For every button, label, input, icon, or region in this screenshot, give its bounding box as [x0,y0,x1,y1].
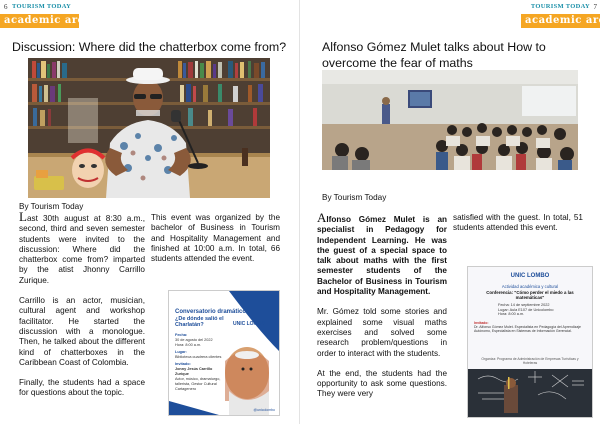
flyer-footer: @unicolombo [253,408,275,412]
brand-name: TOURISM TODAY [12,3,72,10]
paragraph-2: Mr. Gómez told some stories and explained some visual maths exercises and solved some research problem/questions in order to interact with the students. [317,307,447,358]
article-column-1 [317,210,447,410]
flyer-logo: UNIC LOMBO [233,321,266,327]
flyer-hora: Hora: 8:00 a.m. [498,312,525,317]
classroom-photo-illustration [322,70,578,170]
flyer-lugar: Biblioteca cuadrera clientes [175,355,222,359]
flyer-conference: Conferencia: "Cómo perder el miedo a las matemáticas" [486,290,574,300]
dropcap: A [317,210,327,225]
flyer-event-details [498,303,554,317]
section-tag: academic area [521,14,600,28]
flyer-invitado-label: Invitado: [474,321,489,325]
flyer-heading: Actividad académica y cultural [501,284,559,289]
article-title: Discussion: Where did the chatterbox come from? [12,40,287,54]
flyer-organizer: Organiza: Programa de Administración de Empresas Turísticas y Hoteleras [481,357,579,365]
article-column-2 [151,213,280,274]
left-page [0,0,300,424]
paragraph-3: At the end, the students had the opportunity to ask some questions. They were very [317,368,447,399]
flyer-lugar: Lugar: Aula E107 de Unicolombo [498,307,554,312]
flyer-subtitle: ¿De dónde salió el Charlatán? [175,316,224,328]
byline: By Tourism Today [19,202,84,211]
flyer-title: Conversatorio dramático: [175,309,249,315]
paragraph-3: Finally, the students had a space for questions about the topic. [19,378,145,398]
flyer-invitado-desc: Dr. Alfonso Gómez Mulet. Especialista en Pedagogía del Aprendizaje Autónomo, Especialista en Sistemas de Información Gerencial. [474,325,582,334]
classroom-photo [322,70,578,170]
article-title: Alfonso Gómez Mulet talks about How to overcome the fear of maths [322,40,546,70]
event-flyer [467,266,593,418]
byline: By Tourism Today [322,193,387,202]
brand-name: TOURISM TODAY [530,3,590,10]
flyer-fecha: Fecha: 14 de septiembre 2022 [498,303,550,307]
flyer-details [175,333,225,392]
paragraph-4: This event was organized by the bachelor of Business in Tourism and Hospitality Management and finished at 10:00 a.m. In total, 66 students attended the event. [151,213,280,264]
flyer-logo: UNIC LOMBO [510,273,550,279]
page-number: 7 [593,3,597,11]
event-flyer [168,290,280,416]
flyer-hora: Hora: 8:00 a.m. [175,343,202,347]
flyer-fecha: 30 de agosto del 2022 [175,338,213,342]
speaker-photo-illustration [28,58,270,198]
article-column-1 [19,209,145,409]
flyer-lugar-label: Lugar: [175,350,187,354]
flyer-invitado-name: Jonny Jesús Carrillo Zurique [175,367,213,376]
dropcap: L [19,209,27,224]
page-number: 6 [4,3,8,11]
paragraph-2: Carrillo is an actor, musician, cultural agent and workshop facilitator. He started the discussion with a monologue. Then, he talked about the different kind of chatterboxes in the Caribbean Coast of Colombia. [19,296,145,367]
paragraph-1: lfonso Gómez Mulet is an specialist in Pedagogy for Independent Learning. He was the guest of a special space to talk about maths with the first semester students of the Bachelor of Business in Tourism and Hospitality Management. [317,215,447,297]
paragraph-4: satisfied with the guest. In total, 51 students attended this event. [453,213,583,233]
flyer-invitado-desc: Actor, músico, dramaturgo, tallerista, Gestor Cultural Cartagenero [175,377,221,391]
speaker-photo [28,58,270,198]
flyer-fecha-label: Fecha: [175,333,188,337]
flyer-invitado-label: Invitado: [175,362,191,366]
section-tag: academic area [0,14,79,28]
paragraph-1: ast 30th august at 8:30 a.m., second, third and seven semester students were invited to the discussion: Where did the chatterbox come from? imparted by the atist Jhonny Carrillo Zurique. [19,214,145,285]
article-column-2 [453,213,583,244]
right-page [300,0,612,424]
flyer-guest [474,321,586,334]
